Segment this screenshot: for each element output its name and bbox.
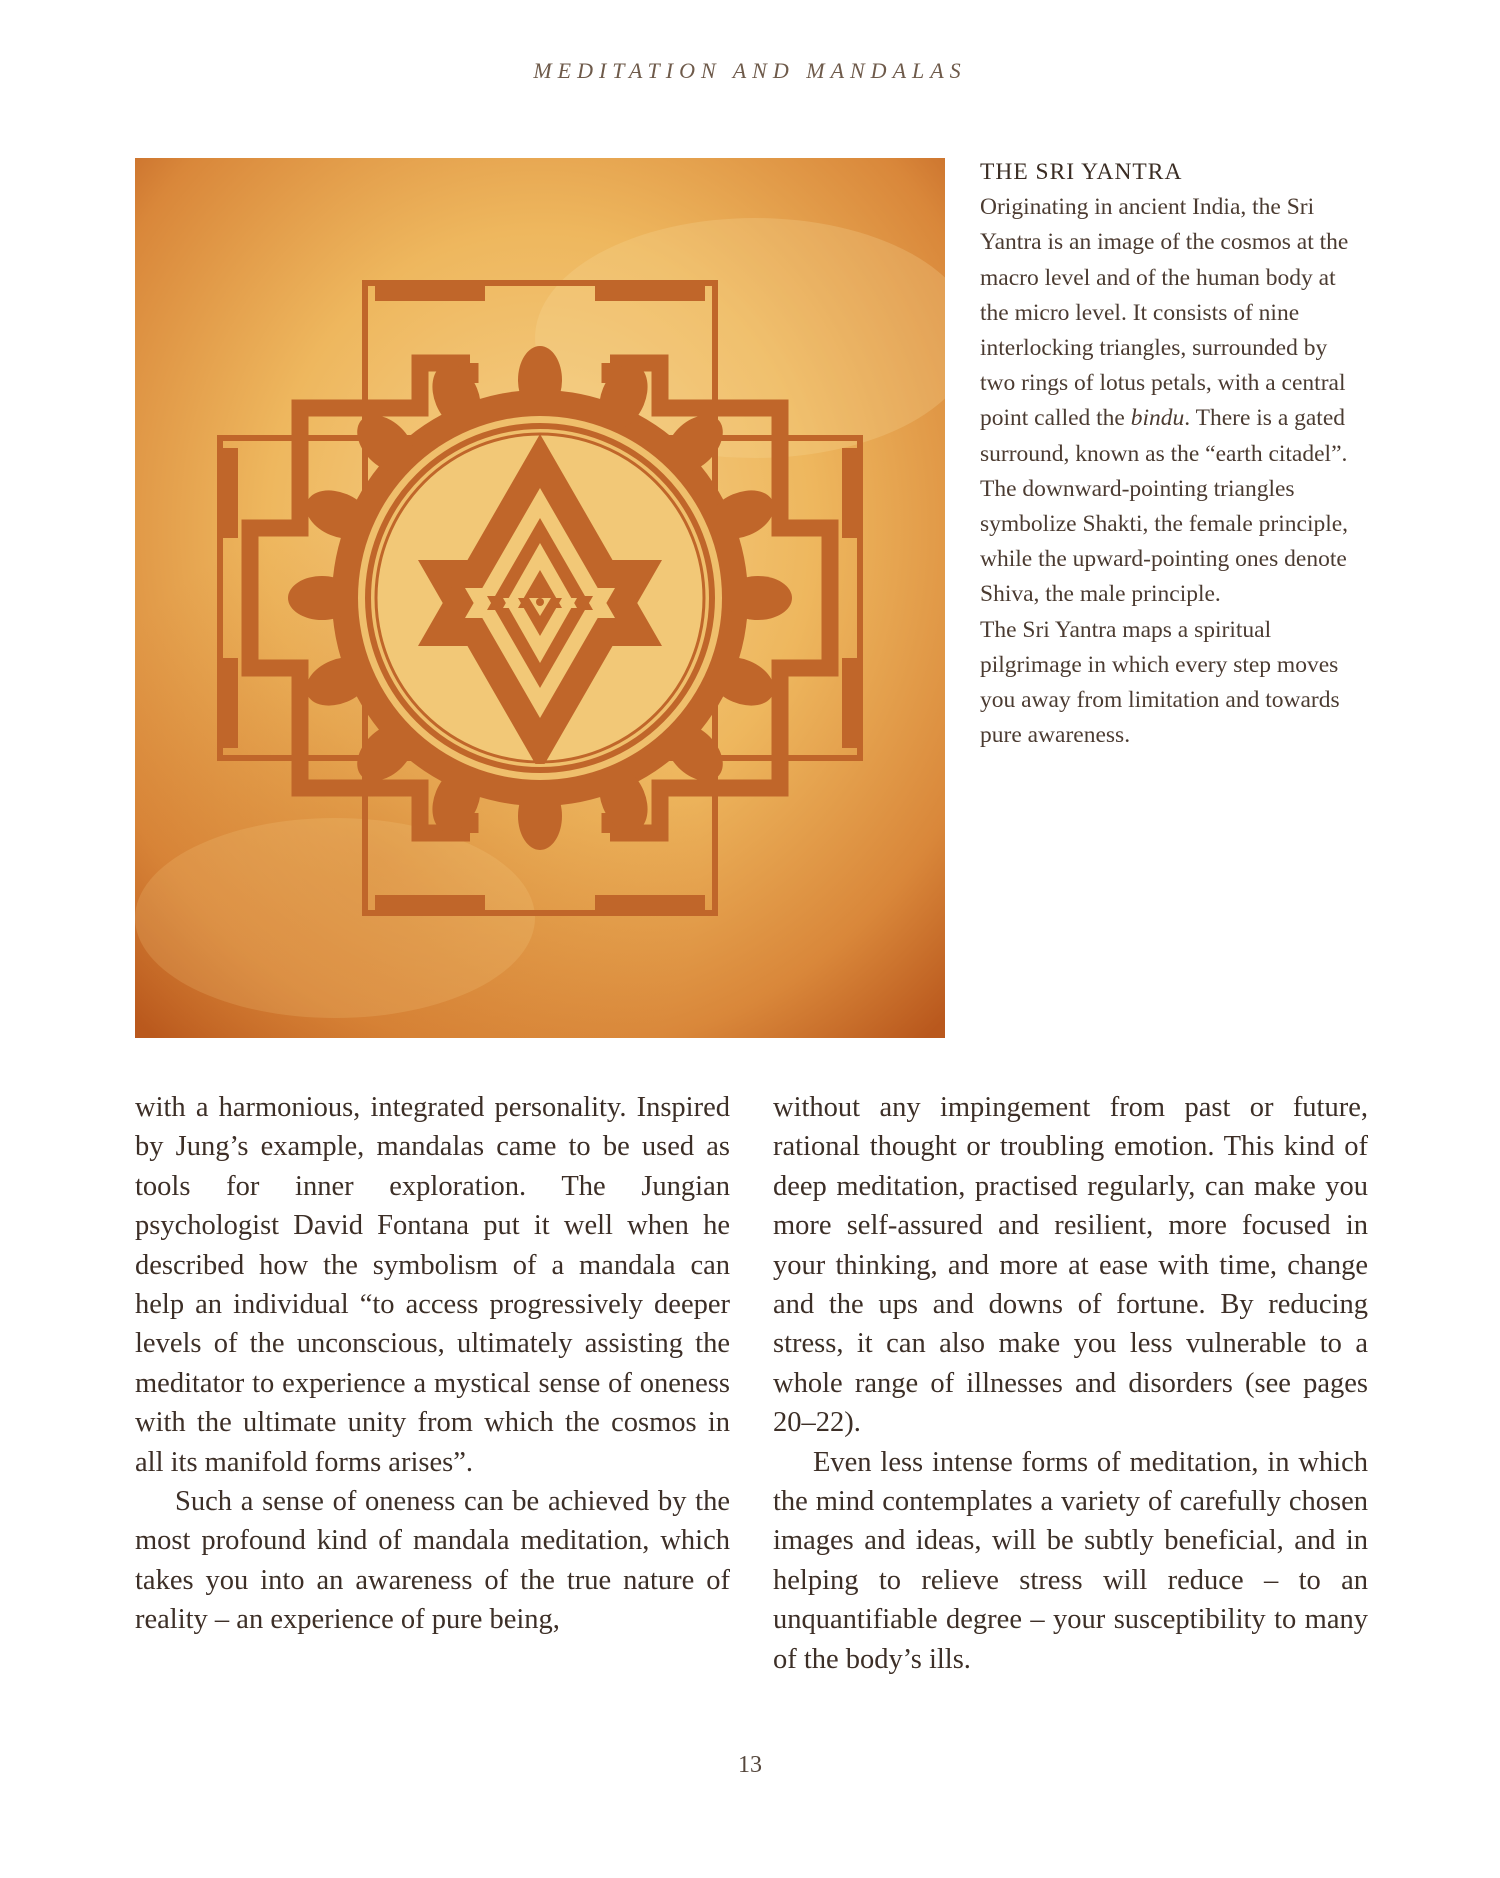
caption-italic-term: bindu [1130, 405, 1185, 432]
sri-yantra-illustration [135, 158, 945, 1038]
caption-text [980, 190, 1350, 612]
running-head: MEDITATION AND MANDALAS [533, 58, 967, 83]
body-paragraph: Even less intense forms of meditation, in which the mind contemplates a variety of carefully chosen images and ideas, will be subtly beneficial, and in helping to relieve stress will reduce – to an unquantifiable degree – your susceptibility to many of the body’s ills. [773, 1446, 1368, 1675]
figure-caption [980, 155, 1350, 753]
caption-text-part-2: . There is a gated surround, known as the “earth citadel”. The downward-pointing triangles symbolize Shakti, the female principle, while the upward-pointing ones denote Shiva, the male principle. [980, 405, 1349, 608]
body-column-right [773, 1088, 1368, 1679]
sri-yantra-figure [135, 158, 945, 1038]
caption-title: THE SRI YANTRA [980, 159, 1183, 185]
body-paragraph: Such a sense of oneness can be achieved by the most profound kind of mandala meditation, which takes you into an awareness of the true nature of reality – an experience of pure being, [135, 1486, 730, 1636]
caption-text-part-1: Originating in ancient India, the Sri Yantra is an image of the cosmos at the macro level and of the human body at the micro level. It consists of nine interlocking triangles, surrounded by two rings of lotus petals, with a central point called the [980, 194, 1349, 432]
body-paragraph: without any impingement from past or future, rational thought or troubling emotion. This kind of deep meditation, practised regularly, can make you more self-assured and resilient, more focused in your thinking, and more at ease with time, change and the ups and downs of fortune. By reducing stress, it can also make you less vulnerable to a whole range of illnesses and disorders (see pages 20–22). [773, 1092, 1368, 1439]
caption-closing: The Sri Yantra maps a spiritual pilgrimage in which every step moves you away from limitation and towards pure awareness. [980, 616, 1340, 749]
page-number: 13 [738, 1752, 762, 1778]
body-column-left [135, 1088, 730, 1640]
body-paragraph: with a harmonious, integrated personality. Inspired by Jung’s example, mandalas came to be used as tools for inner exploration. The Jungian psychologist David Fontana put it well when he described how the symbolism of a mandala can help an individual “to access progressively deeper levels of the unconscious, ultimately assisting the meditator to experience a mystical sense of oneness with the ultimate unity from which the cosmos in all its manifold forms arises”. [135, 1092, 730, 1478]
